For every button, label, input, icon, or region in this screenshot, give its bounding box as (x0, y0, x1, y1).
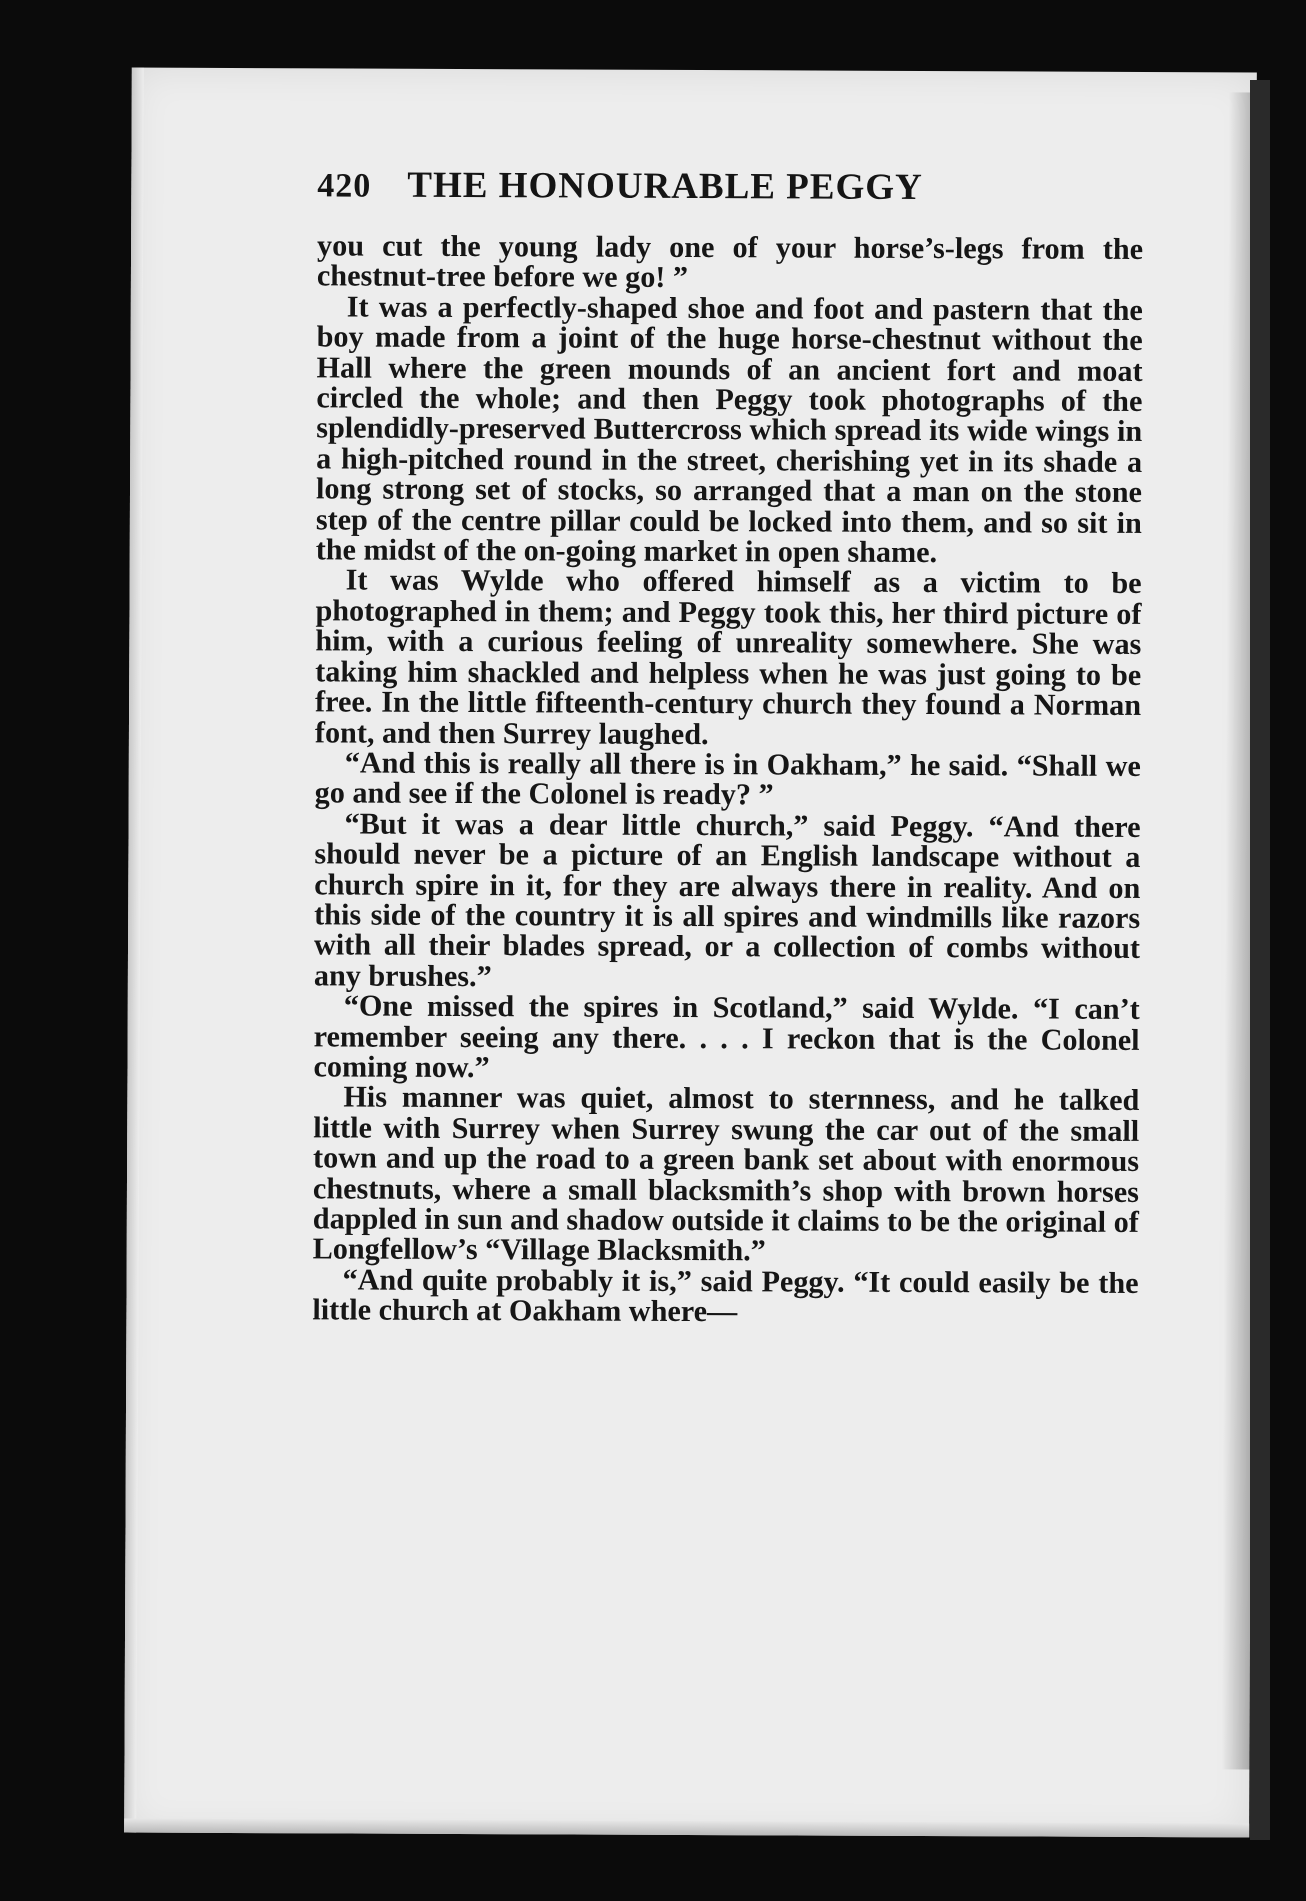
paragraph-1: you cut the young lady one of your horse’s-legs from the chestnut-tree before we go! ” (316, 228, 1144, 295)
paragraph-6: “One missed the spires in Scotland,” said Wylde. “I can’t remember seeing any there. . . . I reckon that is the Colonel coming now.” (313, 988, 1140, 1085)
paragraph-4: “And this is really all there is in Oakham,” he said. “Shall we go and see if the Colonel is ready? ” (314, 745, 1141, 812)
paragraph-8: “And quite probably it is,” said Peggy. “It could easily be the little church at Oakham where— (312, 1262, 1139, 1329)
paragraph-5: “But it was a dear little church,” said Peggy. “And there should never be a picture of an English landscape without a church spire in it, for they are always there in reality. And on this side of the country it is all spires and windmills like razors with all their blades spread, or a collection of combs without any brushes.” (313, 806, 1141, 993)
paragraph-7: His manner was quiet, almost to sternness, and he talked little with Surrey when Surrey swung the car out of the small town and up the road to a green bank set about with enormous chestnuts, where a small blacksmith’s shop with brown horses dappled in sun and shadow outside it claims to be the original of Longfellow’s “Village Blacksmith.” (312, 1079, 1140, 1268)
paragraph-2: It was a perfectly-shaped shoe and foot and pastern that the boy made from a joint of the huge horse-chestnut without the Hall where the green mounds of an ancient fort and moat circled the whole; and then Peggy took photographs of the splendidly-preserved Buttercross which spread its wide wings in a high-pitched round in the street, cherishing yet in its shade a long strong set of stocks, so arranged that a man on the stone step of the centre pillar could be locked into them, and so sit in the midst of the on-going market in open shame. (315, 289, 1143, 570)
paragraph-3: It was Wylde who offered himself as a victim to be photographed in them; and Peggy took this, her third picture of him, with a curious feeling of unreality somewhere. She was taking him shackled and helpless when he was just going to be free. In the little fifteenth-century church they found a Norman font, and then Surrey laughed. (314, 562, 1142, 751)
page-edge (124, 68, 144, 1833)
book-page (124, 68, 1257, 1838)
page-number: 420 (317, 167, 372, 205)
book-gutter (1250, 80, 1270, 1840)
body-text (312, 230, 1143, 1328)
page-bottom-edge (124, 1819, 1249, 1838)
running-header (317, 163, 1077, 209)
running-title: THE HONOURABLE PEGGY (407, 164, 923, 209)
